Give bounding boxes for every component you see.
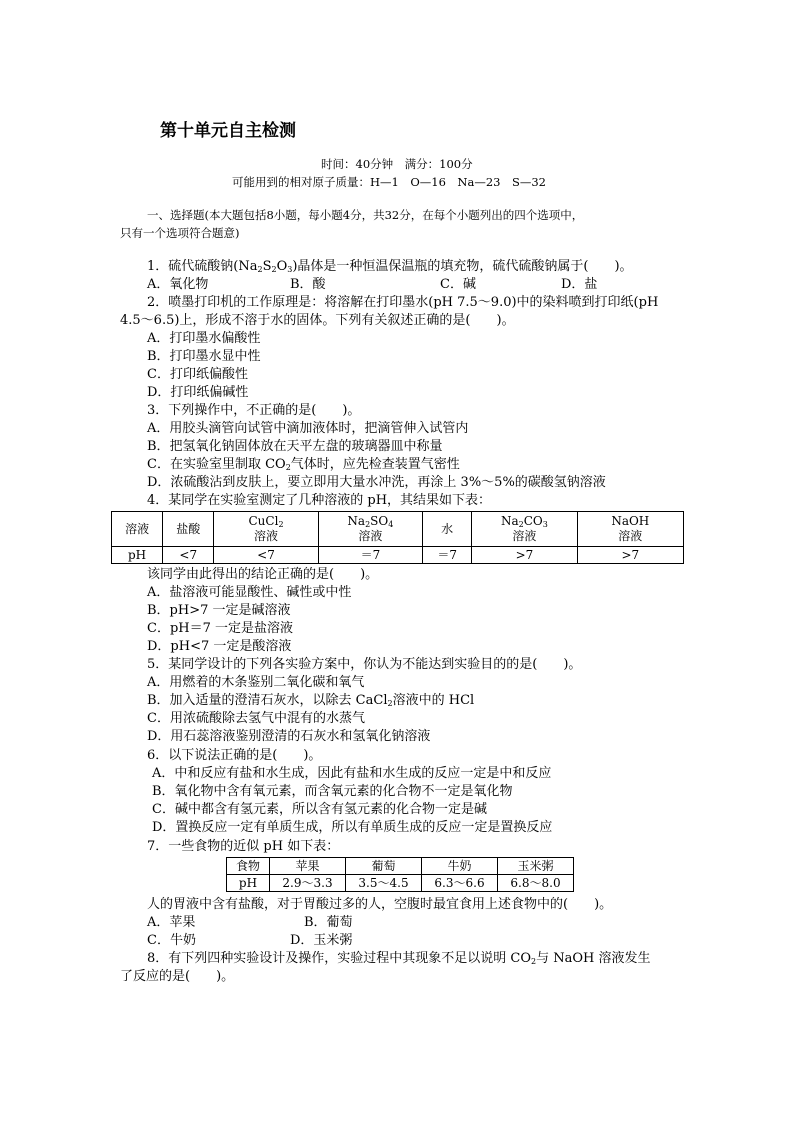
question-3-stem: 3．下列操作中，不正确的是( )。 bbox=[147, 403, 361, 418]
question-7-option-d: D．玉米粥 bbox=[290, 933, 353, 948]
table-cell: 苹果 bbox=[270, 858, 346, 875]
question-6-option-b: B．氧化物中含有氧元素，而含氧元素的化合物不一定是氧化物 bbox=[152, 784, 513, 799]
table-cell: 6.8～8.0 bbox=[498, 875, 574, 892]
question-8-line2: 了反应的是( )。 bbox=[120, 969, 235, 984]
question-5-stem: 5．某同学设计的下列各实验方案中，你认为不能达到实验目的的是( )。 bbox=[147, 657, 582, 672]
question-2-option-b: B．打印墨水显中性 bbox=[147, 349, 261, 364]
table-cell: 溶液 bbox=[112, 512, 163, 547]
question-2-line2: 4.5～6.5)上，形成不溶于水的固体。下列有关叙述正确的是( )。 bbox=[120, 313, 515, 328]
table-cell: >7 bbox=[577, 547, 683, 564]
table-cell: $Na_2SO_4$ 溶液 bbox=[318, 512, 422, 547]
atomic-mass-info: 可能用到的相对原子质量：H—1 O—16 Na—23 S—32 bbox=[232, 175, 546, 189]
table-cell: CuCl$_2$ 溶液 bbox=[214, 512, 318, 547]
question-4-option-b: B．pH>7 一定是碱溶液 bbox=[147, 603, 291, 618]
question-5-option-a: A．用燃着的木条鉴别二氧化碳和氧气 bbox=[147, 675, 365, 690]
table-cell: 玉米粥 bbox=[498, 858, 574, 875]
question-5-option-b: B．加入适量的澄清石灰水，以除去 CaCl$_2$溶液中的 HCl bbox=[147, 693, 475, 708]
question-7-option-c: C．牛奶 bbox=[147, 933, 196, 948]
question-1-option-b: B．酸 bbox=[290, 277, 326, 292]
page-title: 第十单元自主检测 bbox=[160, 121, 296, 141]
table-cell: pH bbox=[227, 875, 270, 892]
question-2-option-d: D．打印纸偏碱性 bbox=[147, 385, 249, 400]
question-6-option-d: D．置换反应一定有单质生成，所以有单质生成的反应一定是置换反应 bbox=[152, 820, 553, 835]
table-cell: $Na_2CO_3$ 溶液 bbox=[472, 512, 577, 547]
question-6-stem: 6．以下说法正确的是( )。 bbox=[147, 748, 322, 763]
question-4-stem: 4．某同学在实验室测定了几种溶液的 pH，其结果如下表： bbox=[147, 493, 492, 508]
question-3-option-b: B．把氢氧化钠固体放在天平左盘的玻璃器皿中称量 bbox=[147, 439, 443, 454]
solution-ph-table bbox=[111, 511, 684, 564]
table-cell: 6.3～6.6 bbox=[422, 875, 498, 892]
question-2-line1: 2．喷墨打印机的工作原理是：将溶解在打印墨水(pH 7.5～9.0)中的染料喷到打印纸(pH bbox=[147, 295, 659, 310]
question-6-option-a: A．中和反应有盐和水生成，因此有盐和水生成的反应一定是中和反应 bbox=[152, 766, 552, 781]
table-cell: NaOH 溶液 bbox=[577, 512, 683, 547]
question-7-follow: 人的胃液中含有盐酸，对于胃酸过多的人，空腹时最宜食用上述食物中的( )。 bbox=[147, 897, 613, 912]
food-ph-table bbox=[226, 857, 574, 892]
time-score-info: 时间：40分钟 满分：100分 bbox=[321, 157, 473, 171]
table-cell: pH bbox=[112, 547, 163, 564]
question-5-option-d: D．用石蕊溶液鉴别澄清的石灰水和氢氧化钠溶液 bbox=[147, 729, 431, 744]
table-cell: 2.9～3.3 bbox=[270, 875, 346, 892]
table-cell: <7 bbox=[214, 547, 318, 564]
question-2-option-a: A．打印墨水偏酸性 bbox=[147, 331, 261, 346]
question-1-option-a: A．氧化物 bbox=[147, 277, 209, 292]
table-cell: 牛奶 bbox=[422, 858, 498, 875]
table-cell: <7 bbox=[163, 547, 214, 564]
section-heading-line2: 只有一个选项符合题意) bbox=[120, 226, 240, 240]
question-4-follow: 该同学由此得出的结论正确的是( )。 bbox=[147, 567, 379, 582]
table-cell: ＝7 bbox=[423, 547, 472, 564]
question-1-option-d: D．盐 bbox=[561, 277, 598, 292]
table-cell: ＝7 bbox=[318, 547, 422, 564]
question-1-stem: 1．硫代硫酸钠$(Na_2S_2O_3)$晶体是一种恒温保温瓶的填充物，硫代硫酸钠属于( )。 bbox=[147, 259, 633, 274]
section-heading-line1: 一、选择题(本大题包括8小题，每小题4分，共32分，在每个小题列出的四个选项中， bbox=[147, 208, 584, 222]
table-cell: 3.5～4.5 bbox=[346, 875, 422, 892]
question-7-option-b: B．葡萄 bbox=[304, 915, 353, 930]
table-cell: 食物 bbox=[227, 858, 270, 875]
table-cell: >7 bbox=[472, 547, 577, 564]
question-4-option-d: D．pH<7 一定是酸溶液 bbox=[147, 639, 292, 654]
question-4-option-a: A．盐溶液可能显酸性、碱性或中性 bbox=[147, 585, 352, 600]
question-3-option-c: C．在实验室里制取 $CO_2$气体时，应先检查装置气密性 bbox=[147, 457, 460, 472]
question-2-option-c: C．打印纸偏酸性 bbox=[147, 367, 248, 382]
question-4-option-c: C．pH＝7 一定是盐溶液 bbox=[147, 621, 294, 636]
question-6-option-c: C．碱中都含有氢元素，所以含有氢元素的化合物一定是碱 bbox=[152, 802, 487, 817]
question-8-line1: 8．有下列四种实验设计及操作，实验过程中其现象不足以说明 $CO_2$与 NaOH 溶液发生 bbox=[147, 951, 651, 966]
table-cell: 盐酸 bbox=[163, 512, 214, 547]
question-3-option-d: D．浓硫酸沾到皮肤上，要立即用大量水冲洗，再涂上 3%～5%的碳酸氢钠溶液 bbox=[147, 475, 606, 490]
table-cell: 水 bbox=[423, 512, 472, 547]
question-1-option-c: C．碱 bbox=[440, 277, 476, 292]
question-7-stem: 7．一些食物的近似 pH 如下表： bbox=[147, 839, 340, 854]
question-5-option-c: C．用浓硫酸除去氢气中混有的水蒸气 bbox=[147, 711, 365, 726]
question-7-option-a: A．苹果 bbox=[147, 915, 196, 930]
question-3-option-a: A．用胶头滴管向试管中滴加液体时，把滴管伸入试管内 bbox=[147, 421, 469, 436]
table-cell: 葡萄 bbox=[346, 858, 422, 875]
